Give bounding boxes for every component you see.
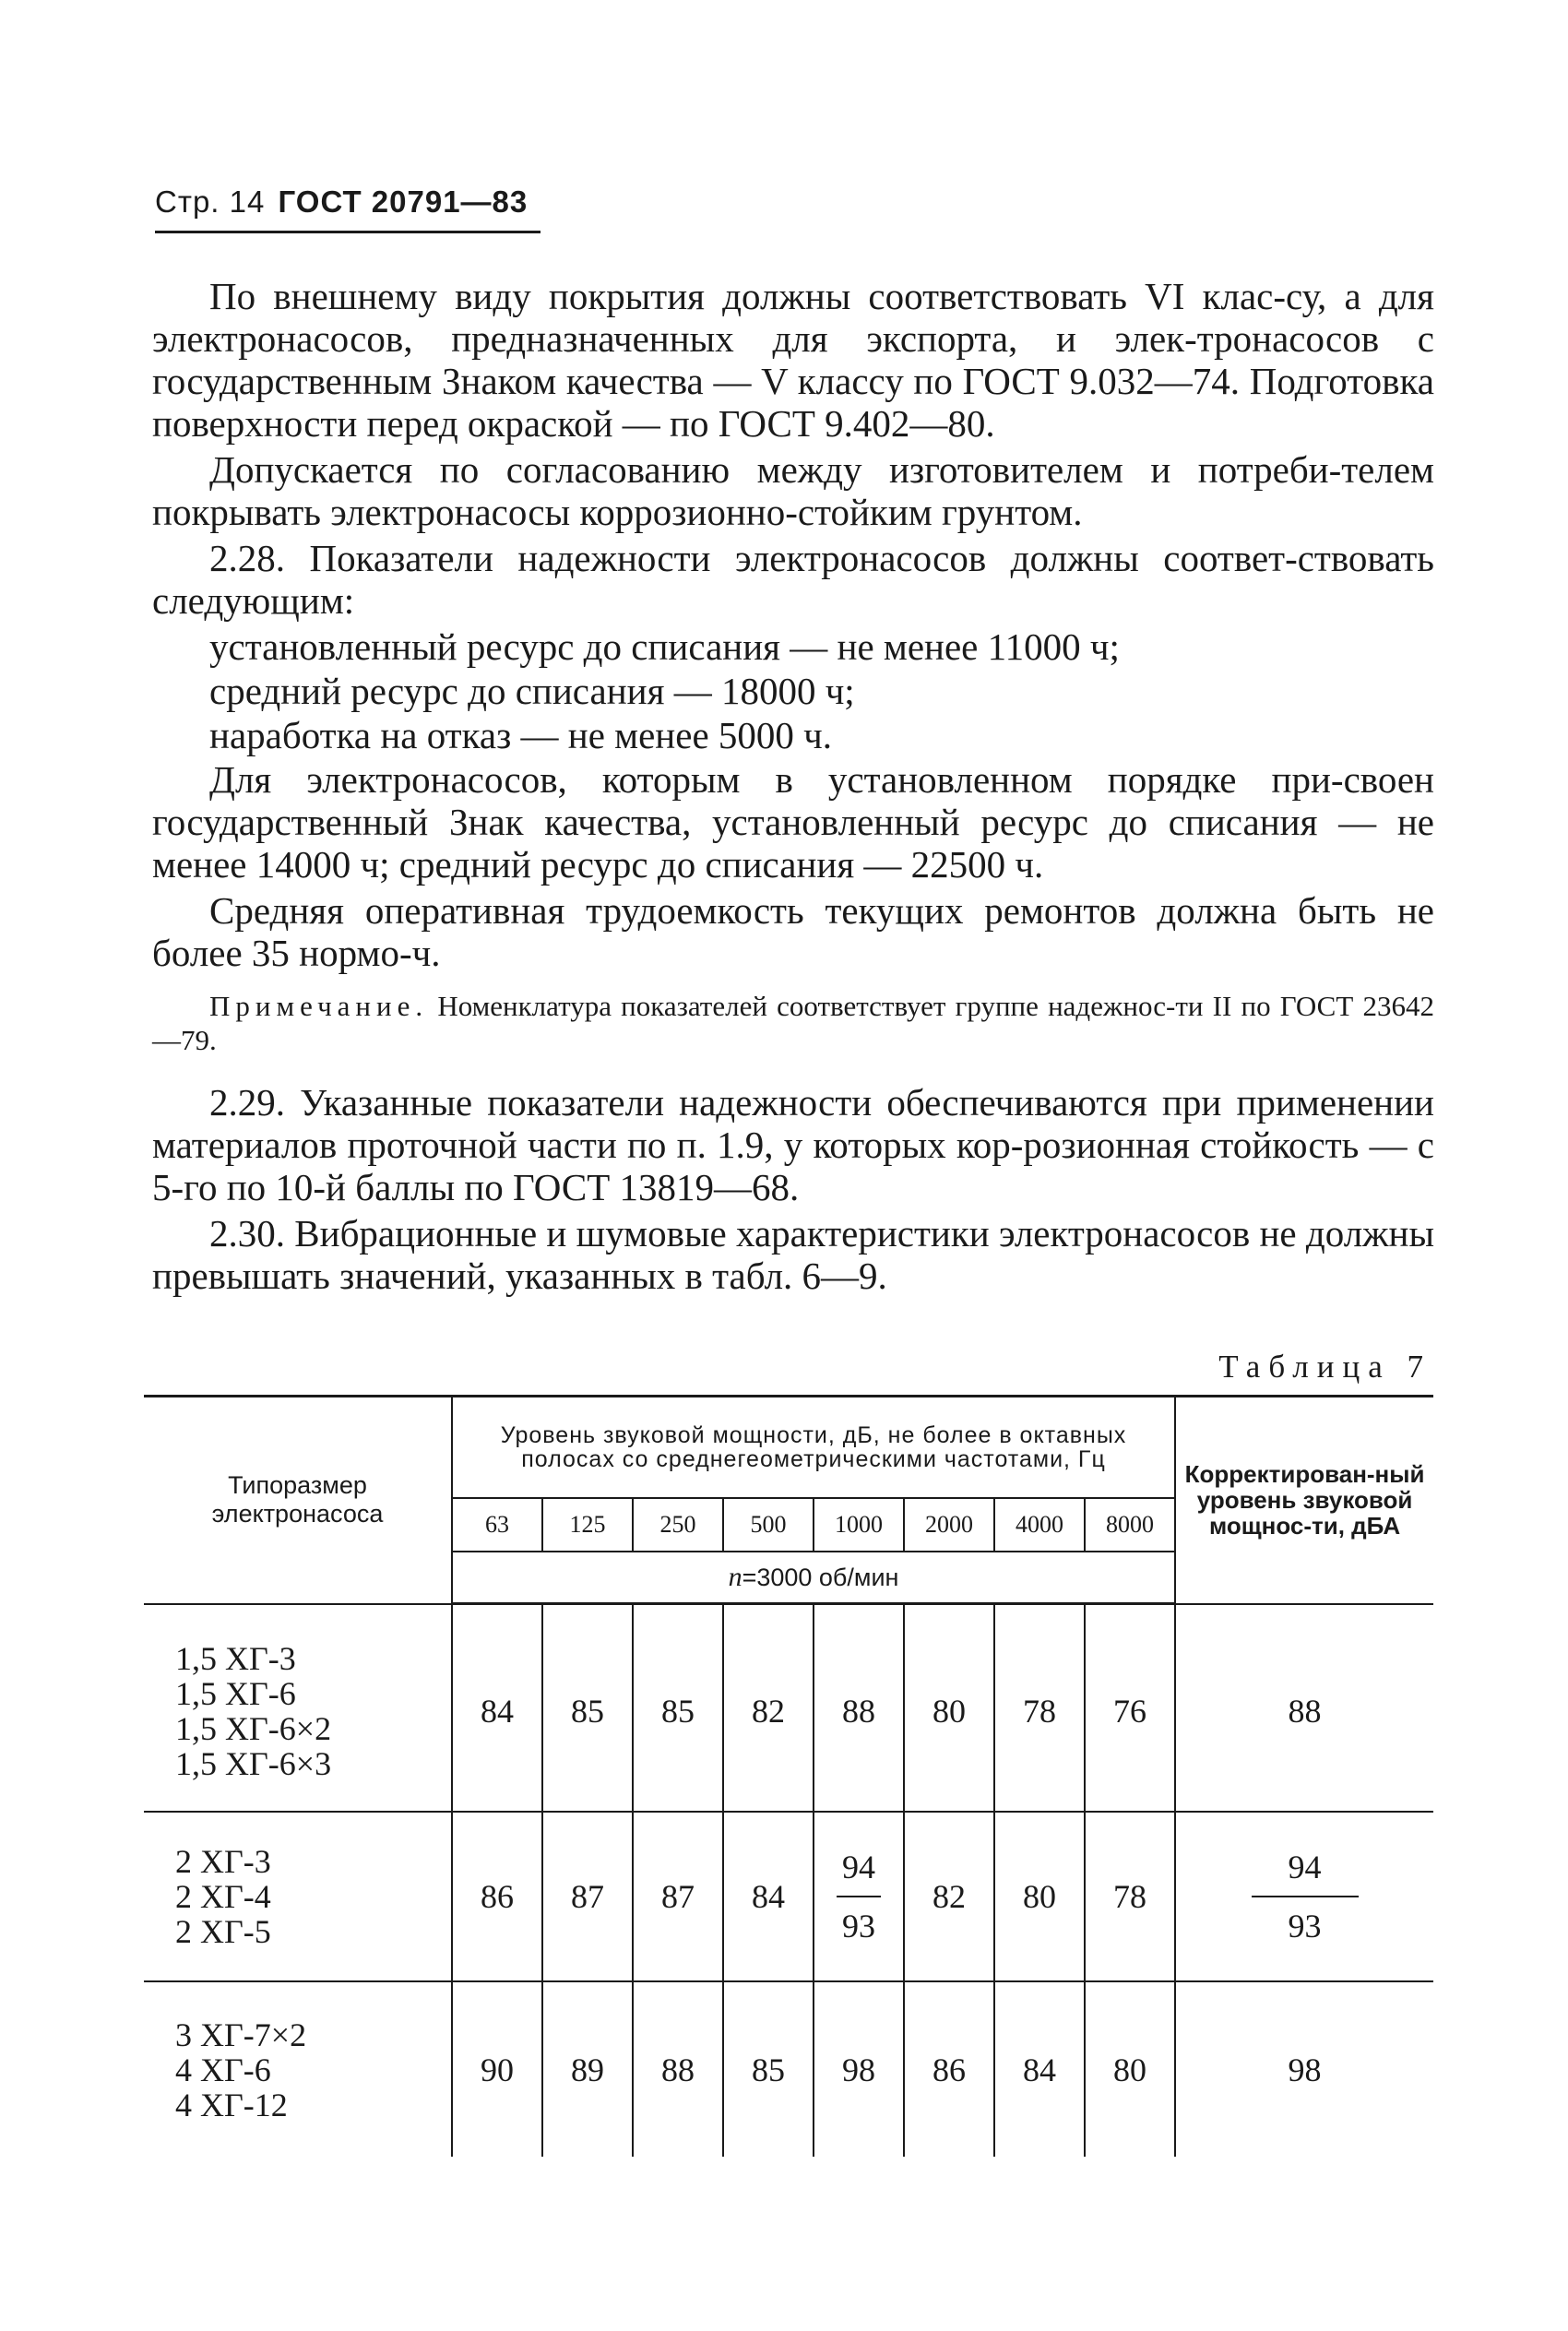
paragraph-2-29: 2.29. Указанные показатели надежности обеспечиваются при применении материалов проточной части по п. 1.9, у которых кор-розионная стойкость — с 5-го по 10-й баллы по ГОСТ 13819—68.	[152, 1081, 1434, 1208]
value-2000: 80	[904, 1611, 994, 1812]
noise-table	[144, 1395, 1433, 2157]
paragraph-coatings: По внешнему виду покрытия должны соответствовать VI клас-су, а для электронасосов, предназначенных для экспорта, и элек-тронасосов с государственным Знаком качества — V классу по ГОСТ 9.032—74. Подготовка поверхности перед окраской — по ГОСТ 9.402—80.	[152, 275, 1434, 445]
freq-2000: 2000	[904, 1498, 994, 1552]
type-name: 4 ХГ-12	[175, 2086, 288, 2123]
fraction-numerator: 94	[1288, 1849, 1322, 1885]
list-item-mtbf: наработка на отказ — не менее 5000 ч.	[209, 714, 833, 756]
type-name: 2 ХГ-4	[175, 1878, 271, 1915]
value-63: 84	[452, 1611, 542, 1812]
value-63: 90	[452, 1981, 542, 2157]
freq-250: 250	[633, 1498, 723, 1552]
value-1000: 98	[814, 1981, 904, 2157]
value-500: 84	[723, 1812, 814, 1981]
type-name: 2 ХГ-3	[175, 1843, 271, 1880]
value-4000: 84	[994, 1981, 1085, 2157]
type-cell	[144, 1611, 452, 1812]
value-1000: 88	[814, 1611, 904, 1812]
type-name: 3 ХГ-7×2	[175, 2016, 307, 2053]
freq-1000: 1000	[814, 1498, 904, 1552]
value-125: 85	[542, 1611, 633, 1812]
value-8000: 80	[1085, 1981, 1175, 2157]
type-name: 1,5 ХГ-3	[175, 1639, 296, 1677]
value-8000: 76	[1085, 1611, 1175, 1812]
value-250: 87	[633, 1812, 723, 1981]
fraction-corrected	[1252, 1848, 1359, 1945]
freq-4000: 4000	[994, 1498, 1085, 1552]
fraction-denominator: 93	[837, 1896, 881, 1945]
rpm-row	[452, 1552, 1175, 1604]
paragraph-quality-mark: Для электронасосов, которым в установленном порядке при-своен государственный Знак качества, установленный ресурс до списания — не менее 14000 ч; средний ресурс до списания — 22500 ч.	[152, 758, 1434, 886]
value-500: 82	[723, 1611, 814, 1812]
paragraph-labor: Средняя оперативная трудоемкость текущих ремонтов должна быть не более 35 нормо-ч.	[152, 889, 1434, 974]
type-name: 1,5 ХГ-6×3	[175, 1744, 332, 1782]
running-header	[155, 184, 540, 233]
standard-number: ГОСТ 20791—83	[278, 184, 529, 219]
value-4000: 80	[994, 1812, 1085, 1981]
type-name: 4 ХГ-6	[175, 2051, 271, 2088]
value-125: 87	[542, 1812, 633, 1981]
value-2000: 86	[904, 1981, 994, 2157]
value-1000	[814, 1812, 904, 1981]
type-name: 1,5 ХГ-6×2	[175, 1709, 332, 1747]
header-type: Типоразмер электронасоса	[144, 1397, 452, 1604]
rpm-value: =3000 об/мин	[742, 1564, 899, 1591]
note-label: Примечание.	[209, 990, 429, 1022]
header-octave-group: Уровень звуковой мощности, дБ, не более в октавных полосах со среднегеометрическими частотами, Гц	[452, 1397, 1175, 1499]
paragraph-primer: Допускается по согласованию между изготовителем и потреби-телем покрывать электронасосы коррозионно-стойким грунтом.	[152, 448, 1434, 533]
body-text	[152, 275, 1434, 1301]
table-row	[144, 1812, 1433, 1981]
corrected-value: 88	[1175, 1611, 1433, 1812]
value-250: 85	[633, 1611, 723, 1812]
note-text: Номенклатура показателей соответствует группе надежнос-ти II по ГОСТ 23642—79.	[152, 990, 1434, 1056]
rpm-symbol: n	[728, 1562, 742, 1592]
value-2000: 82	[904, 1812, 994, 1981]
value-125: 89	[542, 1981, 633, 2157]
type-cell	[144, 1981, 452, 2157]
type-cell	[144, 1812, 452, 1981]
freq-125: 125	[542, 1498, 633, 1552]
fraction-denominator: 93	[1252, 1896, 1359, 1945]
list-item-average-resource: средний ресурс до списания — 18000 ч;	[209, 670, 855, 712]
table-row	[144, 1611, 1433, 1812]
paragraph-2-28: 2.28. Показатели надежности электронасосов должны соответ-ствовать следующим:	[152, 537, 1434, 622]
type-name: 1,5 ХГ-6	[175, 1674, 296, 1712]
value-8000: 78	[1085, 1812, 1175, 1981]
paragraph-2-30: 2.30. Вибрационные и шумовые характеристики электронасосов не должны превышать значений, указанных в табл. 6—9.	[152, 1212, 1434, 1297]
note	[152, 989, 1434, 1057]
header-corrected-level: Корректирован-ный уровень звуковой мощнос-ти, дБА	[1175, 1397, 1433, 1604]
page-number: Стр. 14	[155, 184, 266, 219]
freq-500: 500	[723, 1498, 814, 1552]
freq-8000: 8000	[1085, 1498, 1175, 1552]
fraction-1000	[837, 1848, 881, 1945]
corrected-value: 98	[1288, 2051, 1322, 2088]
value-250: 88	[633, 1981, 723, 2157]
value-4000: 78	[994, 1611, 1085, 1812]
list-item-installed-resource: установленный ресурс до списания — не менее 11000 ч;	[209, 625, 1120, 668]
value-63: 86	[452, 1812, 542, 1981]
freq-63: 63	[452, 1498, 542, 1552]
corrected-value	[1175, 1812, 1433, 1981]
header-separator	[144, 1604, 1433, 1611]
table-caption: Таблица 7	[1218, 1349, 1431, 1385]
type-name: 2 ХГ-5	[175, 1913, 271, 1950]
value-500: 85	[723, 1981, 814, 2157]
fraction-numerator: 94	[842, 1849, 875, 1885]
table-row	[144, 1981, 1433, 2157]
